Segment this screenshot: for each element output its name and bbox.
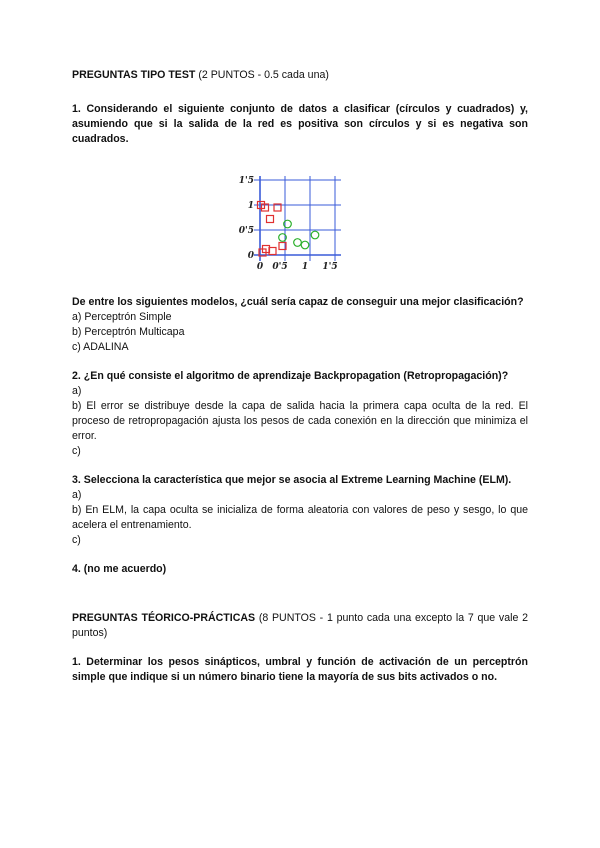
y-tick-label: 0'5	[238, 226, 254, 236]
y-tick-label: 0	[247, 251, 254, 261]
q3-option-a: a)	[72, 489, 82, 501]
q1-scatter-figure	[72, 161, 528, 283]
exam-page	[72, 68, 528, 685]
q2-option-b: b) El error se distribuye desde la capa de salida hacia la primera capa oculta de la red. El proceso de retropropagación ajusta los pesos de cada conexión en la dirección que minimiza el error.	[72, 400, 528, 442]
q1-option-b: b) Perceptrón Multicapa	[72, 326, 185, 338]
q4-prompt: 4. (no me acuerdo)	[72, 563, 167, 575]
practical-section-points: (8 PUNTOS - 1 punto cada una excepto la 7 que vale 2 puntos)	[72, 612, 528, 639]
circle-data-point	[301, 241, 309, 249]
q1-option-c: c) ADALINA	[72, 341, 129, 353]
y-tick-label: 1	[247, 201, 254, 211]
q3-option-c: c)	[72, 534, 81, 546]
q2-option-c: c)	[72, 445, 81, 457]
circle-data-point	[311, 231, 319, 239]
test-section-heading	[72, 68, 528, 83]
square-data-point	[267, 216, 274, 223]
x-tick-label: 1'5	[322, 262, 338, 272]
x-tick-label: 1	[301, 262, 309, 272]
q1-option-a: a) Perceptrón Simple	[72, 311, 172, 323]
q1-question: De entre los siguientes modelos, ¿cuál sería capaz de conseguir una mejor clasificación?	[72, 296, 524, 308]
q2-option-a: a)	[72, 385, 82, 397]
scatter-chart	[234, 161, 366, 283]
test-section-title: PREGUNTAS TIPO TEST	[72, 69, 196, 81]
x-tick-label: 0	[256, 262, 264, 272]
y-tick-label: 1'5	[238, 176, 254, 186]
q2-prompt: 2. ¿En qué consiste el algoritmo de aprendizaje Backpropagation (Retropropagación)?	[72, 370, 509, 382]
circle-data-point	[294, 239, 302, 247]
q3-option-b: b) En ELM, la capa oculta se inicializa de forma aleatoria con valores de peso y sesgo, lo que acelera el entrenamiento.	[72, 504, 528, 531]
q1-prompt: 1. Considerando el siguiente conjunto de datos a clasificar (círculos y cuadrados) y, asumiendo que si la salida de la red es positiva son círculos y si es negativa son cuadrados.	[72, 103, 528, 145]
practical-section-heading	[72, 611, 528, 641]
x-tick-label: 0'5	[272, 262, 288, 272]
p1-prompt: 1. Determinar los pesos sinápticos, umbral y función de activación de un perceptrón simple que indique si un número binario tiene la mayoría de sus bits activados o no.	[72, 656, 528, 683]
test-section-points: (2 PUNTOS - 0.5 cada una)	[198, 69, 329, 81]
q3-prompt: 3. Selecciona la característica que mejor se asocia al Extreme Learning Machine (ELM).	[72, 474, 512, 486]
practical-section-title: PREGUNTAS TÉORICO-PRÁCTICAS	[72, 612, 256, 624]
